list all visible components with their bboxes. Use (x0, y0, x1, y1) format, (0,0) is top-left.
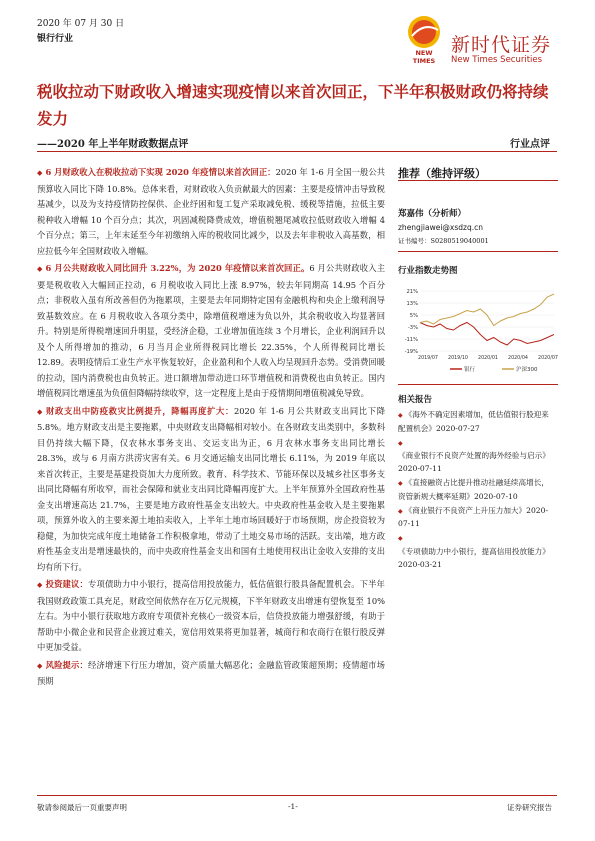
related-reports-title: 相关报告 (398, 395, 433, 405)
related-report-text: 《海外不确定因素增加，低估值银行股迎来配置机会》 (398, 410, 549, 433)
sidebar-divider (398, 251, 558, 252)
related-report-item[interactable] (398, 437, 556, 476)
chart-legend-label: 银行 (464, 367, 476, 373)
bullet-icon: ◆ (37, 169, 43, 177)
report-type: 行业点评 (510, 139, 550, 150)
related-report-item[interactable] (398, 409, 556, 436)
related-report-text: 《商业银行不良资产上升压力加大》 (404, 505, 527, 515)
disclaimer-note: 敬请参阅最后一页重要声明 (37, 803, 127, 812)
certificate-number: 证书编号：S0280519040001 (398, 237, 489, 245)
report-date: 2020 年 07 月 30 日 (37, 19, 125, 29)
section-paragraph (37, 658, 385, 690)
section-body: 6 月公共财政收入主要是税收收入大幅回正拉动，6 月税收收入同比上涨 8.97%，较去年同期高 14.95 个百分点；非税收入虽有所改善但仍为拖累项，主要是去年同期特定国有金融机构和央企上缴利润导致基数效应。在 6 月税收收入各项分类中，除增值税增速为负以外，其余税收收入均显著回升。特别是所得税增速回升明显，受经济企稳，工业增加值连续 3 个月增长，企业利润回升以及个人所得增加的推动，6 月当月企业所得税同比增长 22.35%，个人所得税同比增长 12.89。表明疫情后工业生产水平恢复较好，企业盈利和个人收入均呈现回升态势。受消费回暖的拉动，国内消费税也由负转正。进口额增加带动进口环节增值税和消费税也由负转正。国内增值税同比增速虽为负值但降幅持续收窄，这一定程度上是由于疫情期间增值税减免导致。 (37, 263, 385, 398)
related-report-item[interactable] (398, 477, 556, 504)
company-name-cn: 新时代证券 (451, 34, 552, 56)
section-body: 经济增速下行压力增加，资产质量大幅恶化；金融监管政策超预期；疫情超市场预期 (37, 659, 385, 686)
sidebar-divider (398, 180, 558, 181)
related-report-item[interactable] (398, 505, 556, 532)
main-content (37, 165, 385, 692)
related-report-date: 2020-07-11 (398, 505, 549, 529)
arrow-icon: ◆ (398, 535, 403, 543)
chart-x-tick-label: 2019/10 (448, 356, 468, 361)
industry-label: 银行行业 (37, 34, 74, 44)
related-reports-list (398, 409, 556, 573)
chart-title: 行业指数走势图 (398, 266, 458, 276)
section-paragraph (37, 261, 385, 402)
chart-y-tick-label: 5% (409, 313, 418, 319)
section-paragraph (37, 577, 385, 656)
related-report-text: 《专项债助力中小银行，提高信用投放能力》 (398, 546, 550, 556)
analyst-email[interactable]: zhengjiawei@xsdzq.cn (398, 223, 483, 232)
page-number: -1- (288, 802, 298, 811)
bullet-icon: ◆ (37, 661, 43, 670)
chart-x-tick-label: 2019/07 (418, 356, 438, 361)
section-paragraph (37, 404, 385, 576)
section-heading: 6 月财政收入在税收拉动下实现 2020 年疫情以来首次回正： (45, 167, 276, 177)
logo-mark-icon (408, 16, 440, 65)
report-subtitle: ——2020 年上半年财政数据点评 (37, 139, 189, 150)
chart-series-line-bank (420, 323, 554, 346)
related-report-text: 《直接融资占比提升推动社融延续高增长，资管新规大概率延期》 (398, 477, 549, 501)
section-body: 专项债助力中小银行，提高信用投放能力，低估值银行股具备配置机会。下半年我国财政政策工具充足，财政空间依然存在万亿元规模，下半年财政支出增速有望恢复至 10%左右。为中小银行获取地方政府专项债补充核心一级资本后，信贷投放能力增强舒缓，有助于帮助中小微企业和民营企业渡过难关，宽信用效果将更加显著，城商行和农商行在银行股反弹中更加受益。 (37, 579, 385, 652)
chart-y-tick-label: -11% (404, 337, 418, 343)
related-report-text: 《商业银行不良资产处置的海外经验与启示》 (398, 451, 550, 461)
report-category: 证券研究报告 (507, 803, 552, 812)
bullet-icon: ◆ (37, 265, 43, 273)
sidebar-divider (398, 384, 558, 385)
chart-legend-label: 沪深300 (516, 367, 538, 373)
section-heading: 风险提示： (45, 659, 89, 670)
header-divider (37, 151, 557, 152)
bullet-icon: ◆ (37, 407, 44, 416)
svg-text:TIMES: TIMES (412, 57, 436, 65)
arrow-icon: ◆ (398, 479, 403, 487)
chart-y-tick-label: 13% (406, 301, 418, 307)
svg-text:NEW: NEW (415, 49, 433, 57)
related-report-date: 2020-07-11 (398, 464, 442, 474)
rating: 推荐（维持评级） (398, 167, 486, 180)
section-heading: 投资建议： (45, 579, 89, 589)
footer-divider (37, 795, 557, 796)
chart-x-tick-label: 2020/07 (538, 356, 558, 361)
company-name-en: New Times Securities (451, 55, 543, 65)
section-heading: 财政支出中防疫救灾比例提升，降幅再度扩大： (46, 405, 234, 416)
report-title: 税收拉动下财政收入增速实现疫情以来首次回正，下半年积极财政仍将持续发力 (37, 82, 549, 128)
related-report-date: 2020-07-27 (435, 423, 480, 433)
related-report-item[interactable] (398, 532, 556, 571)
index-trend-chart (398, 285, 558, 377)
chart-x-tick-label: 2020/01 (478, 356, 498, 361)
chart-series-line-hs300 (420, 294, 554, 326)
related-report-date: 2020-03-21 (398, 559, 442, 569)
section-body: 2020 年 1-6 月全国一般公共预算收入同比下降 10.8%。总体来看，对财政收入负贡献最大的因素：主要是疫情冲击导致税基减少，以及为支持疫情防控保供、企业纾困和复工复产采取减免税、缓税等措施，拉低主要税种收入增幅 10 个百分点；其次，巩固减税降费成效，增值税翘尾减收拉低财政收入增幅 4 个百分点；第三，上年末延至今年初缴纳入库的税收同比减少，以及去年非税收入高基数，相应拉低今年全国财政收入增幅。 (37, 167, 385, 256)
arrow-icon: ◆ (398, 412, 403, 419)
section-heading: 6 月公共财政收入同比回升 3.22%，为 2020 年疫情以来首次回正。 (45, 263, 310, 273)
chart-x-tick-label: 2020/04 (508, 356, 528, 361)
related-report-date: 2020-07-10 (473, 491, 518, 501)
bullet-icon: ◆ (37, 581, 43, 589)
arrow-icon: ◆ (398, 507, 403, 515)
chart-y-tick-label: 21% (406, 289, 418, 295)
section-paragraph (37, 165, 385, 259)
chart-y-tick-label: -3% (407, 325, 418, 331)
section-body: 2020 年 1-6 月公共财政支出同比下降 5.8%。地方财政支出是主要拖累，中央财政支出降幅相对较小。在各财政支出类别中，多数科目仍持续大幅下降，仅农林水事务支出、交运支出为正，6 月农林水事务支出同比增长 28.3%，或与 6 月南方洪涝灾害有关。6 月交通运输支出同比增长 6.11%，为 2019 年底以来首次转正，主要是基建投资加大力度所致。教育、科学技术、节能环保以及城乡社区事务支出同比降幅有所收窄，而社会保障和就业支出同比降幅再度扩大。上半年预算外全国政府性基金支出增速高达 21.7%，主要是地方政府性基金支出较大。中央政府性基金收入是主要拖累项，预算外收入的主要来源土地拍卖收入，上半年土地市场回暖好于市场预期，房企投资较为稳健，为加快完成年度土地储备工作积极拿地，带动了土地交易市场的活跃。支出端，地方政府性基金支出是增速最快的，而中央政府性基金支出和国有土地使用权出让金收入安排的支出均有所下行。 (37, 405, 385, 572)
arrow-icon: ◆ (398, 439, 403, 447)
chart-y-tick-label: -19% (404, 349, 418, 355)
analyst-name: 郑嘉伟（分析师） (398, 209, 467, 219)
